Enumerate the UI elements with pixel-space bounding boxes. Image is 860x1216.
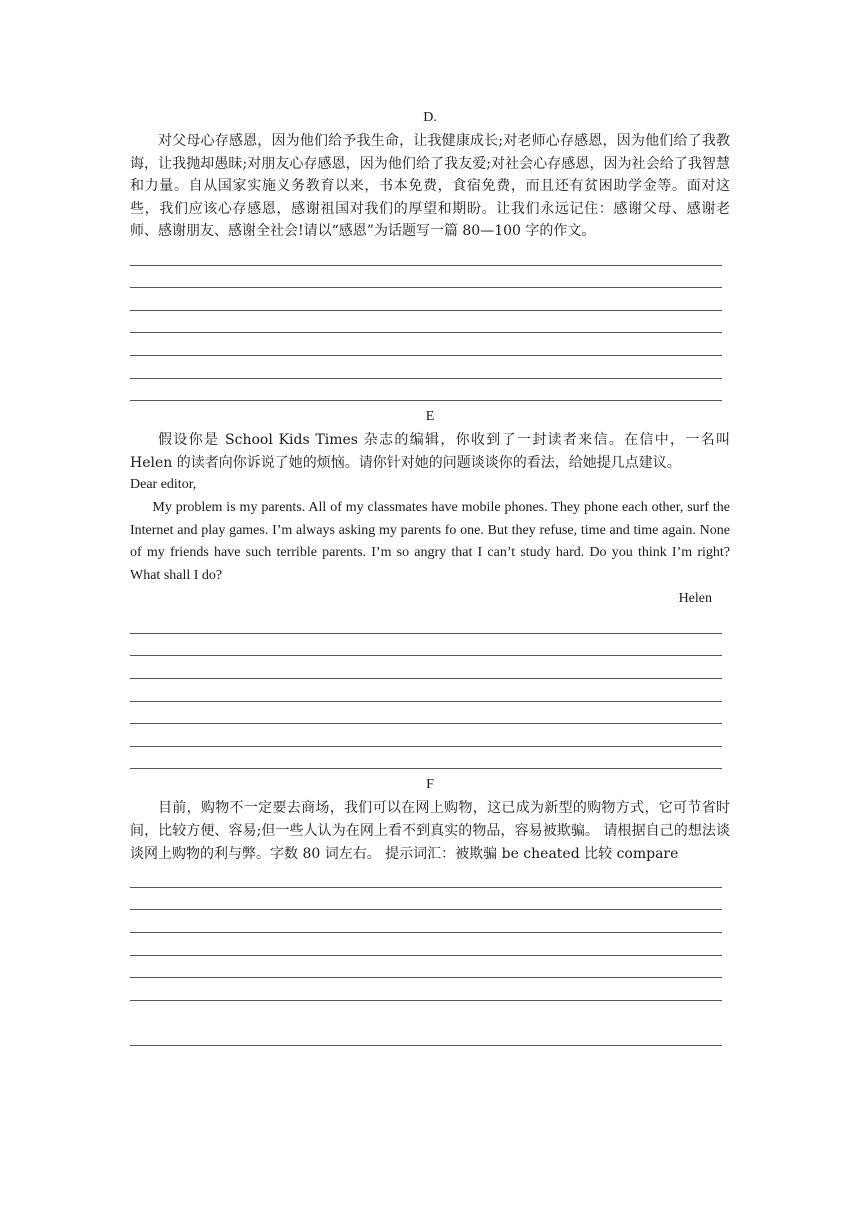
writing-line[interactable] [130,978,722,1001]
writing-line[interactable] [130,702,722,725]
writing-line[interactable] [130,1001,722,1046]
section-d-writing-lines[interactable] [130,243,730,401]
section-d-prompt: 对父母心存感恩，因为他们给予我生命，让我健康成长;对老师心存感恩，因为他们给了我教诲，让我抛却愚昧;对朋友心存感恩，因为他们给了我友爱;对社会心存感恩，因为社会给了我智慧和力量。自从国家实施义务教育以来，书本免费，食宿免费，而且还有贫困助学金等。面对这些，我们应该心存感恩，感谢祖国对我们的厚望和期盼。让我们永远记住：感谢父母、感谢老师、感谢朋友、感谢全社会!请以“感恩”为话题写一篇 80—100 字的作文。 [130,133,730,240]
writing-line[interactable] [130,333,722,356]
letter-salutation: Dear editor, [130,477,197,493]
writing-line[interactable] [130,356,722,379]
writing-line[interactable] [130,243,722,266]
section-e [130,405,730,769]
writing-line[interactable] [130,379,722,402]
section-f-writing-lines[interactable] [130,865,730,1046]
writing-line[interactable] [130,933,722,956]
writing-line[interactable] [130,288,722,311]
writing-line[interactable] [130,956,722,979]
section-f-heading: F [426,777,434,793]
writing-line[interactable] [130,888,722,911]
writing-line[interactable] [130,679,722,702]
writing-line[interactable] [130,611,722,634]
writing-line[interactable] [130,724,722,747]
writing-line[interactable] [130,910,722,933]
writing-line[interactable] [130,634,722,657]
section-d-heading: D. [423,110,437,125]
section-d [130,106,730,401]
section-e-prompt: 假设你是 School Kids Times 杂志的编辑，你收到了一封读者来信。在信中，一名叫 Helen 的读者向你诉说了她的烦恼。请你针对她的问题谈谈你的看法，给她提几点建议。 [130,432,730,471]
writing-line[interactable] [130,747,722,770]
section-f-prompt: 目前，购物不一定要去商场，我们可以在网上购物，这已成为新型的购物方式，它可节省时间，比较方便、容易;但一些人认为在网上看不到真实的物品，容易被欺骗。 请根据自己的想法谈谈网上购物的利与弊。字数 80 词左右。 提示词汇：被欺骗 be cheated 比较 compare [130,800,730,862]
letter-signature: Helen [678,591,712,607]
writing-line[interactable] [130,865,722,888]
section-f [130,773,730,1045]
worksheet-page [130,106,730,1046]
letter-body: My problem is my parents. All of my classmates have mobile phones. They phone each other, surf the Internet and play games. I’m always asking my parents fo one. But they refuse, time and time again. None of my friends have such terrible parents. I’m so angry that I can’t study hard. Do you think I’m right? What shall I do? [130,499,730,583]
writing-line[interactable] [130,656,722,679]
writing-line[interactable] [130,266,722,289]
section-e-heading: E [425,409,435,425]
writing-line[interactable] [130,311,722,334]
section-e-writing-lines[interactable] [130,611,730,769]
